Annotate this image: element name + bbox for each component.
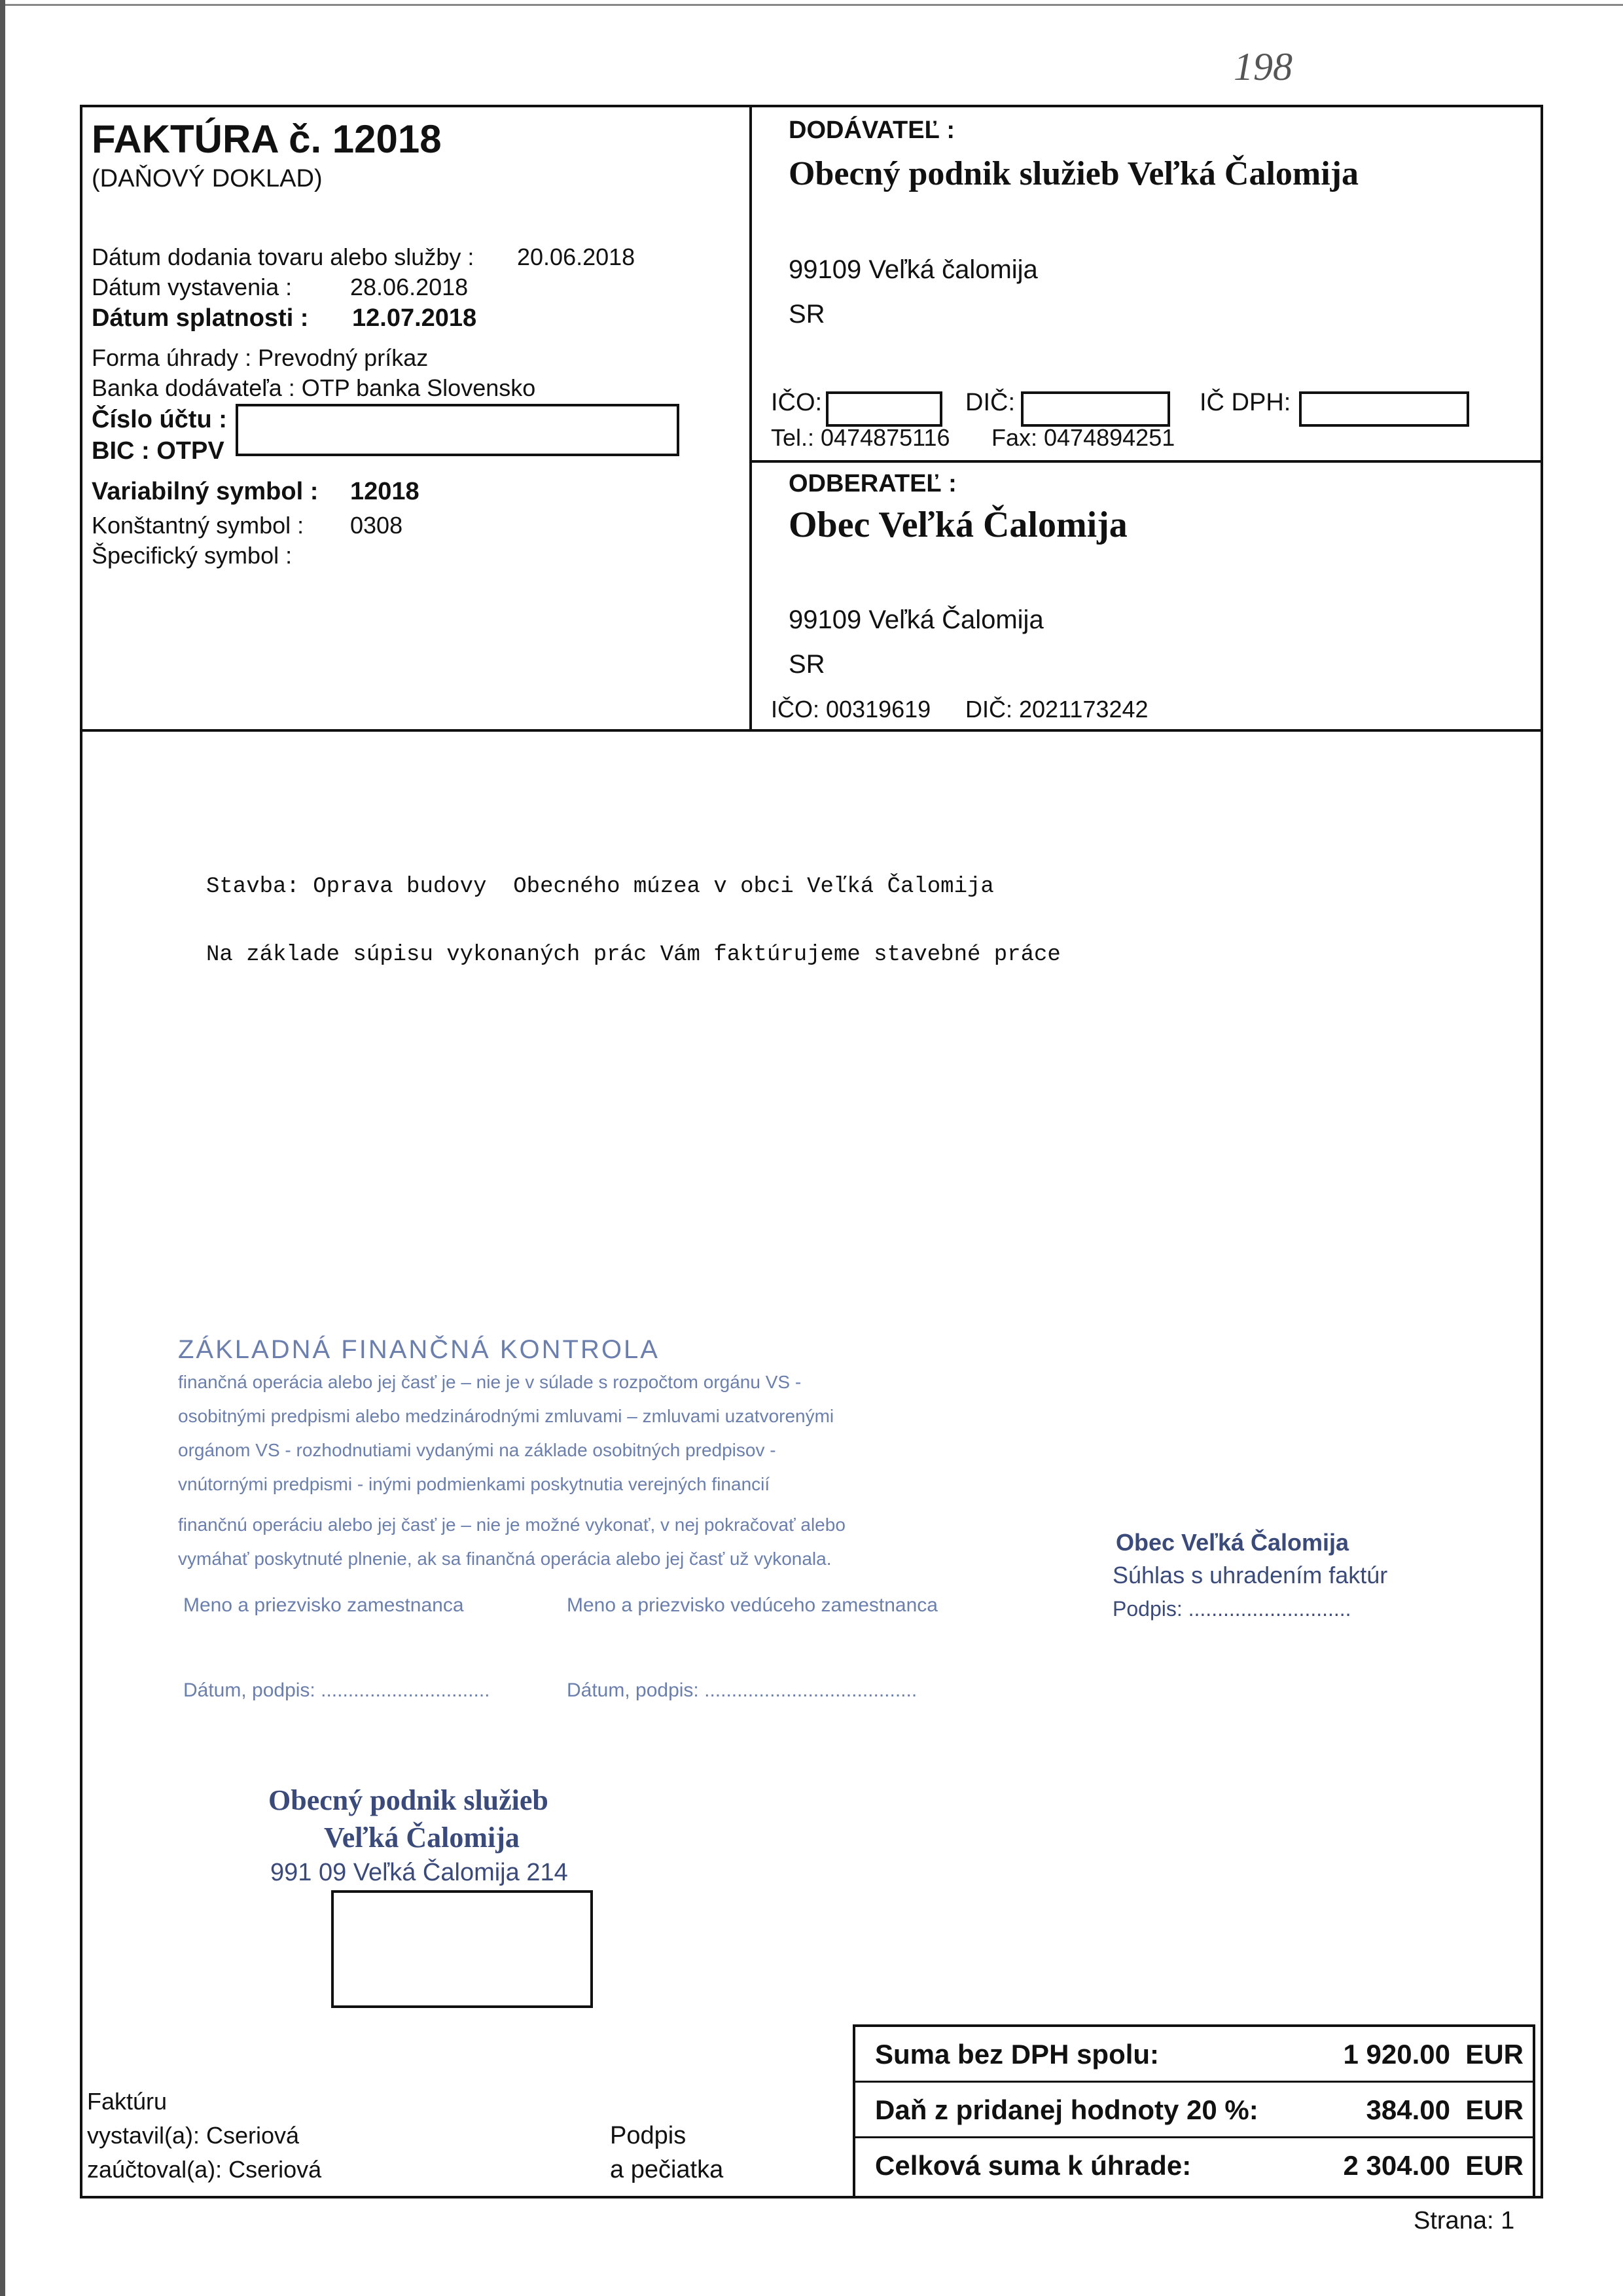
manager-name-label: Meno a priezvisko vedúceho zamestnanca	[567, 1594, 938, 1616]
constant-symbol: 0308	[350, 512, 403, 539]
totals-row-total	[855, 2138, 1533, 2196]
control-stamp-line-6: vymáhať poskytnuté plnenie, ak sa finančná operácia alebo jej časť už vykonala.	[178, 1549, 832, 1569]
body-frame-left	[80, 729, 82, 2198]
control-stamp-line-5: finančnú operáciu alebo jej časť je – nie je možné vykonať, v nej pokračovať alebo	[178, 1515, 846, 1535]
employee-name-label: Meno a priezvisko zamestnanca	[183, 1594, 464, 1616]
supplier-fax: Fax: 0474894251	[991, 424, 1175, 451]
due-date-label: Dátum splatnosti :	[92, 304, 309, 332]
employee-date-sign: Dátum, podpis: ...............................	[183, 1679, 490, 1701]
signature-label: Podpis	[610, 2122, 687, 2149]
approval-stamp-signature: Podpis: ............................	[1113, 1597, 1351, 1621]
issued-by-label: Faktúru	[87, 2088, 168, 2115]
variable-symbol-label: Variabilný symbol :	[92, 478, 319, 505]
frame-middle	[749, 105, 752, 732]
posted-by: zaúčtoval(a): Cseriová	[87, 2156, 322, 2183]
customer-country: SR	[789, 650, 825, 679]
customer-dic: DIČ: 2021173242	[965, 696, 1149, 723]
company-stamp-line-2: Veľká Čalomija	[324, 1821, 520, 1854]
supplier-header: DODÁVATEĽ :	[789, 117, 955, 144]
scan-left-edge	[0, 0, 5, 2296]
bic-label: BIC : OTPV	[92, 437, 224, 465]
frame-right	[1541, 105, 1543, 732]
invoice-description: Na základe súpisu vykonaných prác Vám faktúrujeme stavebné práce	[206, 942, 1061, 967]
body-frame-right	[1541, 729, 1543, 2198]
net-label: Suma bez DPH spolu:	[875, 2039, 1160, 2070]
control-stamp-title: ZÁKLADNÁ FINANČNÁ KONTROLA	[178, 1335, 660, 1364]
supplier-customer-divider	[749, 460, 1543, 463]
vat-value: 384.00 EUR	[1366, 2094, 1524, 2125]
delivery-date: 20.06.2018	[517, 243, 635, 270]
approval-stamp-name: Obec Veľká Čalomija	[1116, 1529, 1349, 1556]
control-stamp-line-3: orgánom VS - rozhodnutiami vydanými na základe osobitných predpisov -	[178, 1440, 776, 1460]
redacted-icdph-box	[1299, 391, 1469, 427]
control-stamp-line-2: osobitnými predpismi alebo medzinárodnými zmluvami – zmluvami uzatvorenými	[178, 1406, 834, 1426]
constant-symbol-label: Konštantný symbol :	[92, 512, 304, 539]
supplier-bank: Banka dodávateľa : OTP banka Slovensko	[92, 374, 536, 401]
net-value: 1 920.00 EUR	[1343, 2039, 1524, 2070]
supplier-ico-label: IČO:	[771, 389, 823, 416]
footer-bottom-line	[80, 2196, 1543, 2198]
invoice-title: FAKTÚRA č. 12018	[92, 117, 442, 161]
redacted-ico-box	[826, 391, 942, 427]
invoice-subtitle: (DAŇOVÝ DOKLAD)	[92, 165, 323, 192]
redacted-dic-box	[1021, 391, 1170, 427]
delivery-date-label: Dátum dodania tovaru alebo služby :	[92, 243, 474, 270]
supplier-postal: 99109 Veľká čalomija	[789, 255, 1038, 284]
payment-form: Forma úhrady : Prevodný príkaz	[92, 344, 429, 371]
issue-date: 28.06.2018	[350, 274, 469, 300]
specific-symbol-label: Špecifický symbol :	[92, 542, 293, 569]
variable-symbol: 12018	[350, 478, 419, 505]
totals-table	[853, 2024, 1535, 2198]
supplier-country: SR	[789, 300, 825, 329]
redacted-account-box	[236, 404, 679, 456]
scan-top-edge	[0, 4, 1623, 6]
totals-row-net	[855, 2027, 1533, 2083]
frame-bottom	[80, 729, 1543, 732]
control-stamp-line-1: finančná operácia alebo jej časť je – nie je v súlade s rozpočtom orgánu VS -	[178, 1372, 802, 1392]
supplier-name: Obecný podnik služieb Veľká Čalomija	[789, 155, 1359, 192]
totals-row-vat	[855, 2083, 1533, 2138]
total-value: 2 304.00 EUR	[1343, 2150, 1524, 2181]
customer-ico: IČO: 00319619	[771, 696, 931, 723]
vat-label: Daň z pridanej hodnoty 20 %:	[875, 2094, 1258, 2125]
customer-name: Obec Veľká Čalomija	[789, 505, 1128, 545]
redacted-stamp-box	[331, 1890, 593, 2008]
supplier-dic-label: DIČ:	[965, 389, 1015, 416]
due-date: 12.07.2018	[352, 304, 477, 332]
company-stamp-line-1: Obecný podnik služieb	[268, 1784, 548, 1816]
handwritten-page-number: 198	[1234, 45, 1293, 88]
supplier-tel: Tel.: 0474875116	[771, 424, 950, 451]
customer-postal: 99109 Veľká Čalomija	[789, 605, 1044, 634]
issued-by: vystavil(a): Cseriová	[87, 2122, 300, 2149]
stamp-label: a pečiatka	[610, 2156, 724, 2183]
company-stamp-line-3: 991 09 Veľká Čalomija 214	[270, 1859, 568, 1886]
frame-top	[80, 105, 1543, 107]
customer-header: ODBERATEĽ :	[789, 470, 957, 497]
manager-date-sign: Dátum, podpis: .......................................	[567, 1679, 918, 1701]
page-number: Strana: 1	[1414, 2207, 1515, 2234]
supplier-icdph-label: IČ DPH:	[1200, 389, 1291, 416]
issue-date-label: Dátum vystavenia :	[92, 274, 293, 300]
account-number-label: Číslo účtu :	[92, 406, 227, 433]
total-label: Celková suma k úhrade:	[875, 2150, 1192, 2181]
construction-line: Stavba: Oprava budovy Obecného múzea v obci Veľká Čalomija	[206, 874, 994, 899]
control-stamp-line-4: vnútornými predpismi - inými podmienkami poskytnutia verejných financií	[178, 1474, 770, 1494]
frame-left	[80, 105, 82, 732]
approval-stamp-text: Súhlas s uhradením faktúr	[1113, 1562, 1388, 1588]
